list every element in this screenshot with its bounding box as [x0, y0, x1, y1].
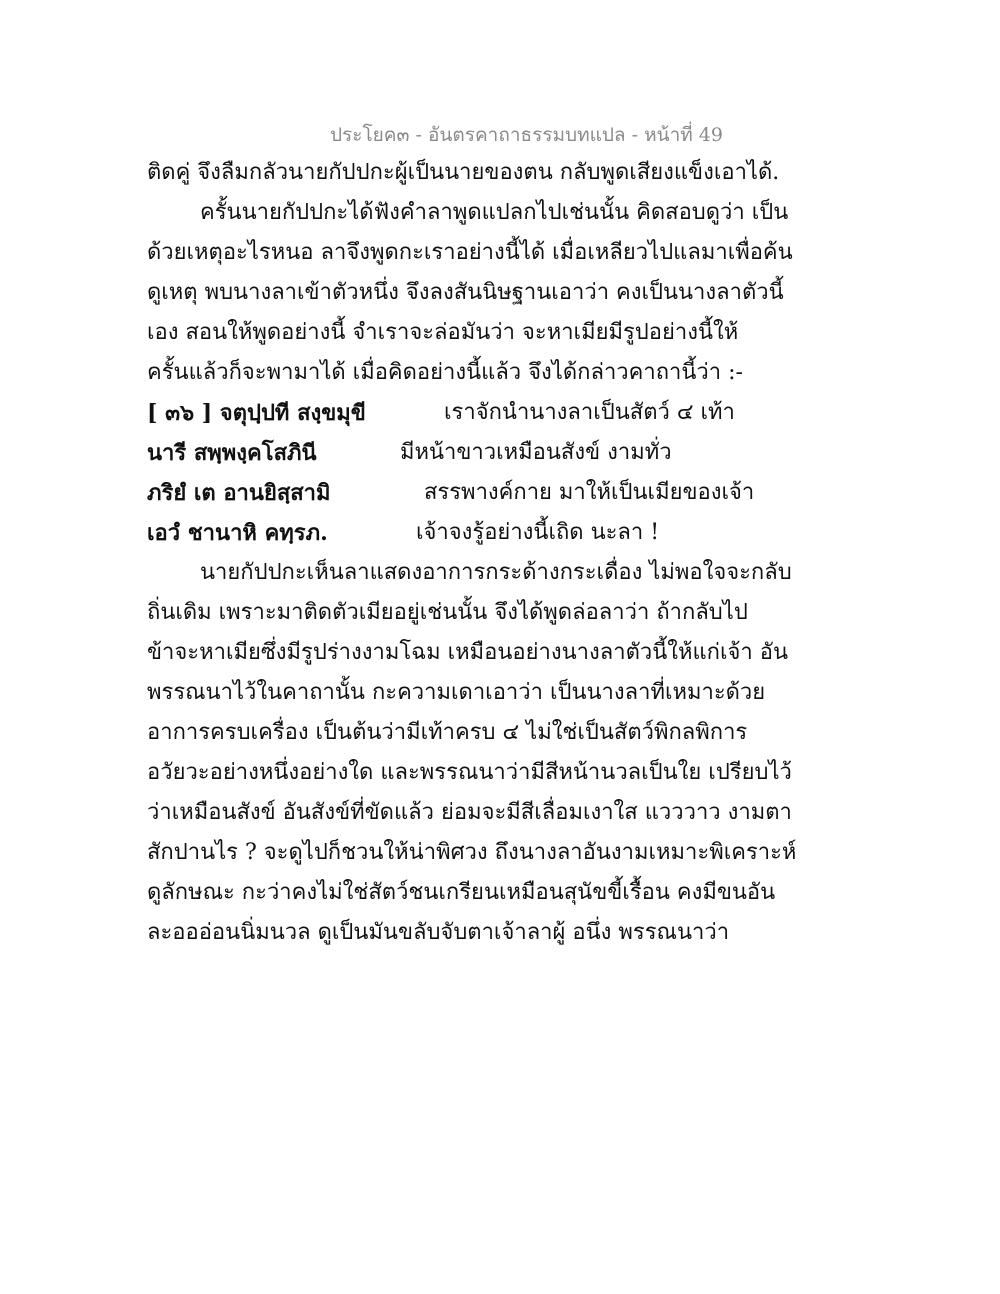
paragraph-2-line: ครั้นแล้วก็จะพามาได้ เมื่อคิดอย่างนี้แล้ว จึงได้กล่าวคาถานี้ว่า :-	[147, 360, 743, 385]
paragraph-3-line: ละอออ่อนนิ่มนวล ดูเป็นมันขลับจับตาเจ้าลาผู้ อนึ่ง พรรณนาว่า	[147, 920, 730, 945]
verse-pali-line: ภริยํ เต อานยิสฺสามิ	[147, 480, 331, 506]
paragraph-3-line: อวัยวะอย่างหนึ่งอย่างใด และพรรณนาว่ามีสีหน้านวลเป็นใย เปรียบไว้	[147, 760, 792, 785]
paragraph-3-line: ถิ่นเดิม เพราะมาติดตัวเมียอยู่เช่นนั้น จึงได้พูดล่อลาว่า ถ้ากลับไป	[147, 600, 748, 625]
verse-thai-line: มีหน้าขาวเหมือนสังข์ งามทั่ว	[400, 440, 672, 465]
verse-pali-line: [ ๓๖ ] จตุปฺปที สงฺขมุขี	[147, 400, 366, 426]
paragraph-3-line: ว่าเหมือนสังข์ อันสังข์ที่ขัดแล้ว ย่อมจะมีสีเลื่อมเงาใส แวววาว งามตา	[147, 800, 792, 825]
verse-thai-line: เราจักนำนางลาเป็นสัตว์ ๔ เท้า	[444, 400, 735, 425]
paragraph-2-line: ด้วยเหตุอะไรหนอ ลาจึงพูดกะเราอย่างนี้ได้ เมื่อเหลียวไปแลมาเพื่อค้น	[147, 240, 793, 265]
paragraph-3-line: ข้าจะหาเมียซึ่งมีรูปร่างงามโฉม เหมือนอย่างนางลาตัวนี้ให้แก่เจ้า อัน	[147, 640, 789, 665]
verse-thai-line: เจ้าจงรู้อย่างนี้เถิด นะลา !	[416, 520, 660, 545]
paragraph-1-line: ติดคู่ จึงลืมกลัวนายกัปปกะผู้เป็นนายของตน กลับพูดเสียงแข็งเอาได้.	[147, 160, 780, 185]
paragraph-3-line: ดูลักษณะ กะว่าคงไม่ใช่สัตว์ชนเกรียนเหมือนสุนัขขี้เรื้อน คงมีขนอัน	[147, 880, 776, 905]
paragraph-3-line: อาการครบเครื่อง เป็นต้นว่ามีเท้าครบ ๔ ไม่ใช่เป็นสัตว์พิกลพิการ	[147, 720, 748, 745]
paragraph-3-line: นายกัปปกะเห็นลาแสดงอาการกระด้างกระเดื่อง ไม่พอใจจะกลับ	[200, 560, 792, 585]
verse-pali-line: เอวํ ชานาหิ คทฺรภ.	[147, 520, 328, 546]
paragraph-3-line: พรรณนาไว้ในคาถานั้น กะความเดาเอาว่า เป็นนางลาที่เหมาะด้วย	[147, 680, 766, 705]
paragraph-3-line: สักปานไร ? จะดูไปก็ชวนให้น่าพิศวง ถึงนางลาอันงามเหมาะพิเคราะห์	[147, 840, 797, 865]
verse-thai-line: สรรพางค์กาย มาให้เป็นเมียของเจ้า	[424, 480, 755, 505]
paragraph-2-line: เอง สอนให้พูดอย่างนี้ จำเราจะล่อมันว่า จะหาเมียมีรูปอย่างนี้ให้	[147, 320, 739, 345]
paragraph-2-line: ครั้นนายกัปปกะได้ฟังคำลาพูดแปลกไปเช่นนั้น คิดสอบดูว่า เป็น	[200, 200, 789, 225]
paragraph-2-line: ดูเหตุ พบนางลาเข้าตัวหนึ่ง จึงลงสันนิษฐานเอาว่า คงเป็นนางลาตัวนี้	[147, 280, 784, 305]
verse-pali-line: นารี สพฺพงฺคโสภินี	[147, 440, 317, 466]
page-header: ประโยค๓ - อันตรคาถาธรรมบทแปล - หน้าที่ 49	[330, 124, 723, 146]
